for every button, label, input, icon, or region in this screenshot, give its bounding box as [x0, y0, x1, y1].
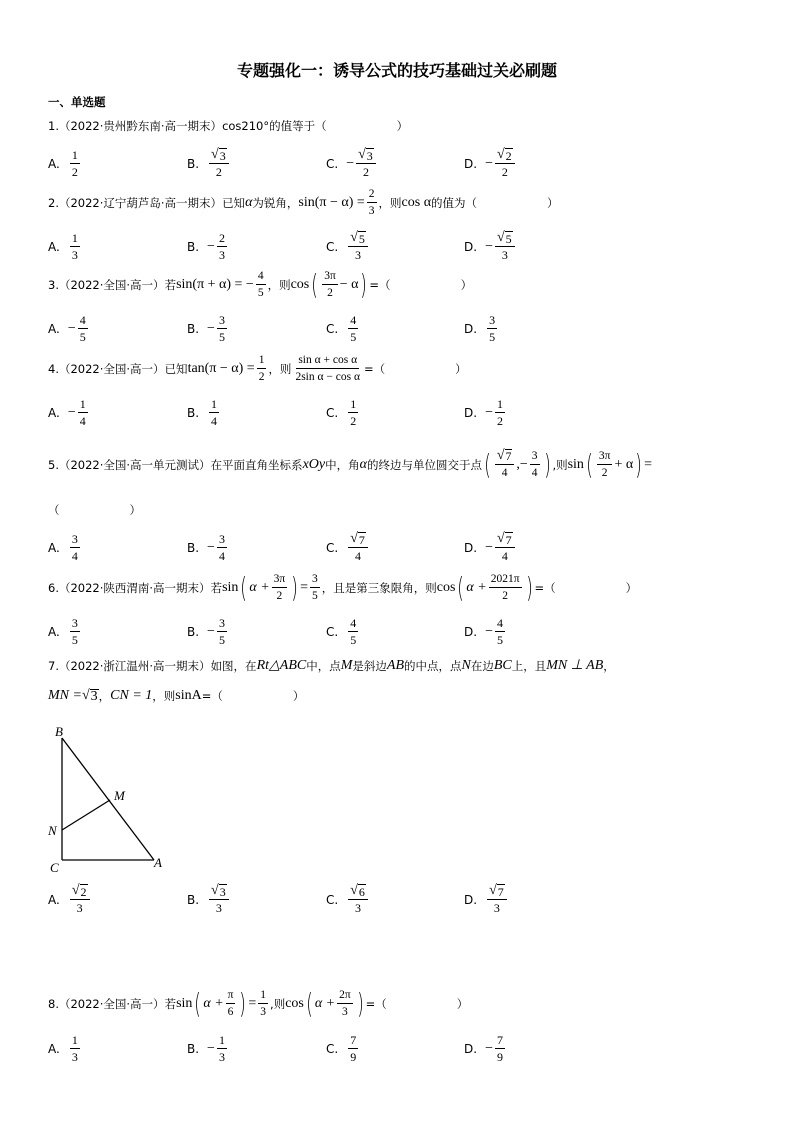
- math: xOy: [302, 456, 326, 472]
- question-source: （2022·全国·高一单元测试）: [58, 457, 211, 472]
- option-a[interactable]: [48, 883, 92, 916]
- math: − α: [339, 276, 359, 292]
- option-label: D.: [464, 892, 478, 907]
- fraction: $\frac{3}{5}$: [218, 616, 225, 647]
- option-label: D.: [464, 624, 478, 639]
- question-text: 是斜边: [352, 658, 387, 673]
- question-7-line-2: [48, 688, 304, 704]
- fraction: $\frac{3\pi}{2}$: [273, 573, 286, 602]
- question-text: 若: [164, 996, 177, 1011]
- option-d[interactable]: D. − √ 7 4: [464, 531, 517, 564]
- question-text: 为锐角，: [252, 195, 299, 210]
- option-d[interactable]: D. − √ 2 2: [464, 147, 517, 180]
- option-d[interactable]: D. − $\frac{1}{2}$: [464, 397, 503, 428]
- fraction: √ 3 2: [356, 147, 376, 180]
- fraction: √ 3 3: [209, 883, 229, 916]
- math: α: [245, 194, 253, 210]
- option-a[interactable]: A. − $\frac{1}{4}$: [48, 397, 86, 428]
- math: sin: [222, 579, 239, 595]
- paren-close: ）: [625, 580, 638, 595]
- option-label: B.: [187, 239, 200, 254]
- section-heading: 一、单选题: [48, 95, 106, 109]
- question-text: 在平面直角坐标系: [210, 457, 303, 472]
- paren-close: ）: [456, 996, 469, 1011]
- paren-close: ）: [455, 361, 467, 376]
- question-text: ，则: [152, 689, 176, 703]
- option-label: D.: [464, 321, 478, 336]
- question-1: [48, 118, 408, 134]
- question-number: 1.: [48, 119, 59, 133]
- question-text: ，: [603, 658, 615, 673]
- fraction: $\frac{2\pi}{3}$: [339, 989, 351, 1018]
- fraction: $\frac{1}{4}$: [79, 397, 86, 428]
- paren-close: ）: [547, 195, 559, 210]
- math: cos: [285, 995, 304, 1011]
- fraction: $\frac{1}{2}$: [350, 397, 357, 428]
- fraction: √ 7 4: [495, 531, 515, 564]
- fraction: $\frac{4}{5}$: [257, 270, 264, 299]
- fraction: √ 7 4: [348, 531, 368, 564]
- question-number: 5.: [48, 457, 59, 472]
- option-a[interactable]: [48, 615, 82, 648]
- fraction: √ 7 4: [495, 448, 514, 481]
- option-label: D.: [464, 405, 478, 420]
- question-2: [48, 186, 559, 219]
- fraction: $\frac{7}{9}$: [350, 1033, 357, 1064]
- question-text: ,则: [270, 996, 286, 1011]
- fraction: $\frac{\pi}{6}$: [227, 989, 234, 1018]
- label-c: C: [50, 860, 59, 872]
- option-b[interactable]: B. − $\frac{1}{3}$: [187, 1033, 225, 1064]
- question-3: 3. （2022·全国·高一） 若 sin(π + α) = − $\frac{4}{5}$ ，则 cos ( $\frac{3\pi}{2}$ − α ) =（ ）: [48, 267, 473, 301]
- option-label: C.: [326, 624, 339, 639]
- option-label: B.: [187, 405, 200, 420]
- option-label: B.: [187, 892, 200, 907]
- question-4: [48, 352, 467, 385]
- question-text: 是第三象限角，则: [344, 580, 437, 595]
- question-7: [48, 657, 615, 674]
- question-text: 已知: [222, 195, 246, 210]
- option-label: A.: [48, 540, 60, 555]
- question-text: 的中点，点: [404, 658, 462, 673]
- fraction: $\frac{7}{9}$: [496, 1033, 503, 1064]
- option-b[interactable]: [187, 147, 231, 180]
- fraction: $\frac{4}{5}$: [350, 616, 357, 647]
- math: α +: [203, 995, 224, 1011]
- question-text: =（: [363, 361, 386, 376]
- question-text: =（: [365, 996, 387, 1011]
- option-label: D.: [464, 239, 478, 254]
- question-source: （2022·全国·高一）: [58, 996, 165, 1011]
- question-text: cos210°的值等于（: [222, 119, 327, 133]
- fraction: $\frac{1}{2}$: [258, 354, 265, 383]
- option-label: B.: [187, 540, 200, 555]
- option-c[interactable]: [326, 531, 370, 564]
- option-d[interactable]: D. − $\frac{7}{9}$: [464, 1033, 503, 1064]
- question-source: （2022·贵州黔东南·高一期末）: [58, 119, 223, 133]
- fraction: $\frac{3}{4}$: [218, 532, 225, 563]
- option-a[interactable]: A. − $\frac{4}{5}$: [48, 313, 86, 344]
- option-label: C.: [326, 239, 339, 254]
- question-text: 的值为（: [431, 195, 478, 210]
- option-c[interactable]: C. − √ 3 2: [326, 147, 378, 180]
- option-b[interactable]: B. − $\frac{3}{5}$: [187, 313, 225, 344]
- fraction: $\frac{\text{sin α + cos α}}{\text{2sin α − cos α}}$: [295, 354, 360, 383]
- fraction: √ 6 3: [348, 883, 368, 916]
- fraction: √ 3 2: [209, 147, 229, 180]
- fraction: $\frac{2021\pi}{2}$: [490, 573, 520, 602]
- option-d[interactable]: D. − √ 5 3: [464, 230, 517, 263]
- question-number: 3.: [48, 277, 59, 292]
- option-label: A.: [48, 321, 60, 336]
- fraction: √ 7 3: [487, 883, 507, 916]
- option-c[interactable]: [326, 883, 370, 916]
- question-text: 已知: [164, 361, 188, 376]
- option-b[interactable]: B. − $\frac{3}{4}$: [187, 532, 225, 563]
- segment-mn: [62, 800, 110, 830]
- math: sin: [176, 995, 193, 1011]
- fraction: $\frac{3}{4}$: [71, 532, 78, 563]
- option-b[interactable]: [187, 883, 231, 916]
- fraction: $\frac{3}{5}$: [312, 573, 318, 602]
- question-number: 6.: [48, 580, 59, 595]
- question-number: 8.: [48, 996, 59, 1011]
- fraction: $\frac{1}{3}$: [71, 1033, 78, 1064]
- fraction: $\frac{3}{5}$: [71, 616, 78, 647]
- option-label: A.: [48, 239, 60, 254]
- math: =: [300, 579, 309, 595]
- triangle-figure: [44, 722, 174, 872]
- page-title: 专题强化一：诱导公式的技巧基础过关必刷题: [236, 61, 557, 80]
- option-a[interactable]: [48, 1032, 82, 1065]
- option-label: C.: [326, 405, 339, 420]
- question-source: （2022·陕西渭南·高一期末）: [58, 580, 211, 595]
- option-label: A.: [48, 892, 60, 907]
- option-d[interactable]: [464, 312, 499, 345]
- option-d[interactable]: D. − $\frac{4}{5}$: [464, 616, 503, 647]
- question-text: ，则: [268, 361, 292, 376]
- question-number: 7.: [48, 658, 59, 673]
- question-text: ，且: [321, 580, 345, 595]
- question-text: 上，且: [511, 658, 547, 673]
- option-label: C.: [326, 321, 339, 336]
- math: BC: [493, 657, 512, 673]
- option-c[interactable]: [326, 312, 360, 345]
- math: cos α: [401, 194, 432, 210]
- option-label: B.: [187, 156, 200, 171]
- math: cos: [290, 276, 310, 292]
- fraction: $\frac{2}{3}$: [368, 188, 375, 217]
- option-label: B.: [187, 624, 200, 639]
- option-c[interactable]: [326, 615, 360, 648]
- question-8: 8. （2022·全国·高一） 若 sin ( α + $\frac{\pi}{6}$ ) = $\frac{1}{3}$ ,则 cos ( α + $\frac{2\pi}{3}$ ) =（ ）: [48, 986, 469, 1020]
- math: N: [461, 657, 471, 673]
- question-number: 4.: [48, 361, 59, 376]
- option-label: B.: [187, 1041, 200, 1056]
- label-b: B: [55, 724, 63, 739]
- option-label: A.: [48, 156, 60, 171]
- question-text: 在边: [470, 658, 494, 673]
- option-b[interactable]: B. − $\frac{2}{3}$: [187, 231, 225, 262]
- label-a: A: [154, 855, 162, 870]
- question-source: （2022·全国·高一）: [58, 361, 165, 376]
- math: tan(π − α) =: [187, 360, 255, 376]
- side-ab: [62, 738, 154, 860]
- option-label: C.: [326, 892, 339, 907]
- question-text: 中，点: [306, 658, 341, 673]
- label-n: N: [48, 823, 57, 838]
- math: sin: [567, 456, 584, 472]
- math: α +: [314, 995, 336, 1011]
- option-c[interactable]: [326, 1032, 360, 1065]
- question-text: 如图，在: [210, 658, 257, 673]
- paren-close: ）: [460, 277, 473, 292]
- math: AB: [386, 657, 404, 673]
- option-d[interactable]: [464, 883, 509, 916]
- math: sin(π + α) = −: [176, 276, 254, 292]
- fraction: $\frac{1}{4}$: [211, 397, 218, 428]
- fraction: $\frac{1}{3}$: [260, 989, 267, 1018]
- question-source: （2022·全国·高一）: [58, 277, 165, 292]
- option-a[interactable]: [48, 147, 82, 180]
- option-label: D.: [464, 540, 478, 555]
- math: CN = 1: [110, 688, 153, 703]
- question-text: 若: [210, 580, 223, 595]
- paren-close: ）: [292, 689, 305, 703]
- fraction: $\frac{3}{5}$: [218, 313, 225, 344]
- question-text: 若: [164, 277, 177, 292]
- option-label: C.: [326, 156, 339, 171]
- question-text: =（: [534, 580, 556, 595]
- fraction: $\frac{1}{2}$: [496, 397, 503, 428]
- option-label: A.: [48, 1041, 60, 1056]
- math: cos: [436, 579, 456, 595]
- option-b[interactable]: [187, 396, 221, 429]
- math: =: [248, 995, 257, 1011]
- option-label: D.: [464, 1041, 478, 1056]
- question-text: ,则: [552, 457, 568, 472]
- math: α +: [249, 579, 270, 595]
- math: + α: [614, 456, 634, 472]
- fraction: √ 2 2: [495, 147, 515, 180]
- fraction: $\frac{3}{4}$: [531, 450, 538, 479]
- option-b[interactable]: B. − $\frac{3}{5}$: [187, 616, 225, 647]
- option-c[interactable]: [326, 396, 360, 429]
- option-label: C.: [326, 1041, 339, 1056]
- math: sin(π − α) =: [298, 194, 365, 210]
- fraction: $\frac{4}{5}$: [496, 616, 503, 647]
- label-m: M: [114, 788, 125, 803]
- question-text: 中，角: [325, 457, 360, 472]
- question-number: 2.: [48, 195, 59, 210]
- question-text: =（: [201, 689, 223, 703]
- question-text: ，则: [378, 195, 402, 210]
- math: sinA: [175, 688, 202, 703]
- fraction: $\frac{3}{5}$: [489, 313, 496, 344]
- fraction: $\frac{3\pi}{2}$: [598, 450, 611, 479]
- option-label: C.: [326, 540, 339, 555]
- math: √ 3: [81, 688, 98, 704]
- question-text: =（: [369, 277, 391, 292]
- fraction: $\frac{1}{3}$: [218, 1033, 225, 1064]
- math: ,−: [516, 456, 528, 472]
- question-source: （2022·浙江温州·高一期末）: [58, 658, 211, 673]
- option-c[interactable]: [326, 230, 370, 263]
- fraction: $\frac{1}{3}$: [71, 231, 78, 262]
- fraction: $\frac{4}{5}$: [350, 313, 357, 344]
- fraction: $\frac{4}{5}$: [79, 313, 86, 344]
- math: MN =: [48, 688, 82, 703]
- option-label: A.: [48, 405, 60, 420]
- option-label: B.: [187, 321, 200, 336]
- question-source: （2022·辽宁葫芦岛·高一期末）: [58, 195, 223, 210]
- question-5-answer-paren: [48, 502, 141, 518]
- math: =: [644, 456, 653, 472]
- fraction: $\frac{1}{2}$: [71, 148, 78, 179]
- question-6: 6. （2022·陕西渭南·高一期末） 若 sin ( α + $\frac{3\pi}{2}$ ) = $\frac{3}{5}$ ，且 是第三象限角，则 cos ( α + $\frac{2021\pi}{2}$ ) =（ ）: [48, 570, 638, 604]
- fraction: $\frac{3\pi}{2}$: [324, 270, 336, 299]
- fraction: √ 5 3: [348, 230, 368, 263]
- fraction: √ 2 3: [70, 883, 90, 916]
- fraction: $\frac{2}{3}$: [218, 231, 225, 262]
- math: MN ⊥ AB: [546, 658, 604, 673]
- fraction: √ 5 3: [495, 230, 515, 263]
- question-text: ，: [98, 689, 111, 703]
- math: α +: [466, 579, 487, 595]
- question-text: ，则: [267, 277, 291, 292]
- math: M: [340, 657, 353, 673]
- paren-close: ）: [396, 119, 409, 133]
- question-text: 的终边与单位圆交于点: [366, 457, 482, 472]
- math: Rt△ABC: [256, 658, 307, 673]
- option-label: D.: [464, 156, 478, 171]
- paren-close: ）: [129, 503, 141, 517]
- question-5: 5. （2022·全国·高一单元测试） 在平面直角坐标系 xOy 中，角 α 的终边与单位圆交于点 ( √ 7 4 ,− $\frac{3}{4}$ ) ,则 sin ( $\frac{3\pi}{2}$ + α ) =: [48, 447, 653, 481]
- option-a[interactable]: [48, 230, 82, 263]
- option-a[interactable]: [48, 531, 82, 564]
- paren-open: （: [48, 503, 60, 517]
- option-label: A.: [48, 624, 60, 639]
- math: α: [359, 456, 367, 472]
